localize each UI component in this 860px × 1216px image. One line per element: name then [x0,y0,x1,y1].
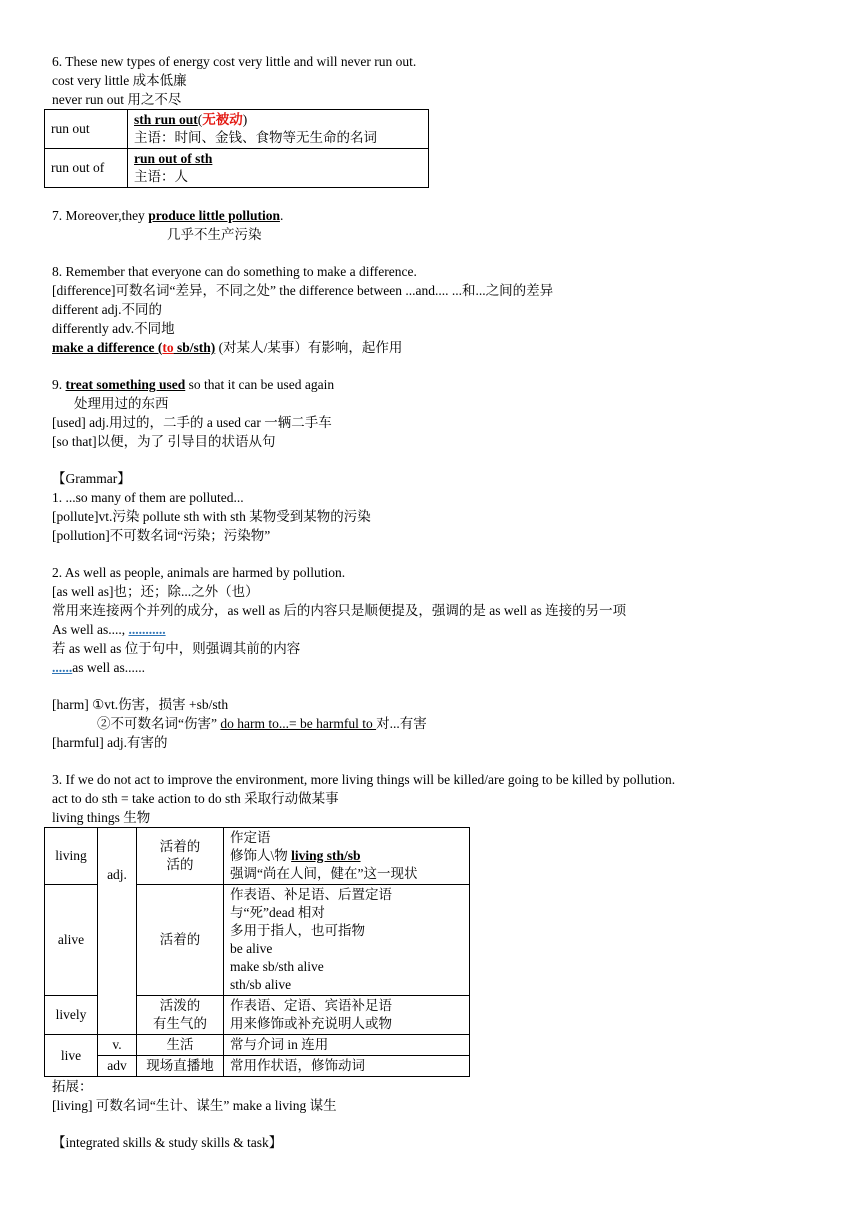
phrase: run out of sth [134,151,213,166]
table-row [45,149,429,188]
grammar-heading: 【Grammar】 [52,471,131,486]
meaning-cell: 活着的 [137,885,224,996]
footer-heading: 【integrated skills & study skills & task】 [52,1135,283,1150]
table-cell-value [128,149,429,188]
harm-line1: [harm] ①vt.伤害，损害 +sb/sth [52,697,229,712]
s3-line2: act to do sth = take action to do sth 采取行动做某事 [52,791,339,806]
run-out-table [44,109,429,188]
usage-cell: 作表语、定语、宾语补足语 用来修饰或补充说明人或物 [224,996,470,1035]
table-cell-key: run out of [45,149,128,188]
s3-line3: living things 生物 [52,810,151,825]
grammar-2e: ......as well as...... [52,660,145,675]
word-cell: living [45,828,98,885]
grammar-2a: [as well as]也；还；除...之外（也） [52,584,259,599]
table-row [45,110,429,149]
table-row [45,828,470,885]
pos-cell: adj. [98,828,137,1035]
s6-line1: 6. These new types of energy cost very little and will never run out. [52,54,417,69]
s9-translation: 处理用过的东西 [74,396,169,411]
ext-line1: [living] 可数名词“生计、谋生” make a living 谋生 [52,1098,337,1113]
word-cell: lively [45,996,98,1035]
s6-line2: cost very little 成本低廉 [52,73,187,88]
table-cell-key: run out [45,110,128,149]
key-phrase: produce little pollution [148,208,280,223]
s8-line3: different adj.不同的 [52,302,162,317]
grammar-1a: [pollute]vt.污染 pollute sth with sth 某物受到某物的污染 [52,509,371,524]
s8-line2: [difference]可数名词“差异，不同之处” the difference between ...and.... ...和...之间的差异 [52,283,554,298]
s3-line1: 3. If we do not act to improve the environment, more living things will be killed/are going to be killed by pollution. [52,772,676,787]
usage-cell: 常用作状语，修饰动词 [224,1056,470,1077]
meaning-cell: 生活 [137,1035,224,1056]
table-row [45,1035,470,1056]
s7-line1: 7. Moreover,they produce little pollution. [52,208,284,223]
s9-line4: [so that]以便，为了 引导目的状语从句 [52,434,276,449]
s9-line1: 9. treat something used so that it can be used again [52,377,335,392]
s9-line3: [used] adj.用过的，二手的 a used car 一辆二手车 [52,415,332,430]
s7-translation: 几乎不生产污染 [167,227,262,242]
meaning-cell: 现场直播地 [137,1056,224,1077]
living-alive-table [44,827,470,1077]
meaning-cell: 活泼的 有生气的 [137,996,224,1035]
meaning-cell: 活着的 活的 [137,828,224,885]
blank-dots: ........... [128,622,166,637]
s8-line1: 8. Remember that everyone can do something to make a difference. [52,264,417,279]
phrase: sth run out [134,112,198,127]
harm-line2: ②不可数名词“伤害” do harm to...= be harmful to 对...有害 [97,716,427,731]
subject-note: 主语：人 [134,169,188,184]
grammar-1b: [pollution]不可数名词“污染；污染物” [52,528,271,543]
s8-line5: make a difference (to sb/sth) (对某人/某事）有影响，起作用 [52,340,403,355]
grammar-2c: As well as...., ........... [52,622,166,637]
document-page [52,52,832,1152]
word-cell: live [45,1035,98,1077]
grammar-2: 2. As well as people, animals are harmed by pollution. [52,565,346,580]
key-phrase: treat something used [65,377,186,392]
usage-cell: 作定语 修饰人\物 living sth/sb 强调“尚在人间，健在”这一现状 [224,828,470,885]
ext-label: 拓展： [52,1079,93,1094]
grammar-1: 1. ...so many of them are polluted... [52,490,244,505]
usage-cell: 作表语、补足语、后置定语 与“死”dead 相对 多用于指人，也可指物 be alive make sb/sth alive sth/sb alive [224,885,470,996]
table-cell-value: sth run out(无被动) 主语：时间、金钱、食物等无生命的名词 [128,110,429,149]
blank-dots: ...... [52,660,73,675]
word-cell: alive [45,885,98,996]
grammar-2b: 常用来连接两个并列的成分，as well as 后的内容只是顺便提及，强调的是 as well as 连接的另一项 [52,603,627,618]
s6-line3: never run out 用之不尽 [52,92,182,107]
pos-cell: v. [98,1035,137,1056]
s8-line4: differently adv.不同地 [52,321,175,336]
note-red: 无被动 [202,112,243,127]
subject-note: 主语：时间、金钱、食物等无生命的名词 [134,130,377,145]
grammar-2d: 若 as well as 位于句中，则强调其前的内容 [52,641,301,656]
usage-cell: 常与介词 in 连用 [224,1035,470,1056]
table-row [45,1056,470,1077]
pos-cell: adv [98,1056,137,1077]
harm-line3: [harmful] adj.有害的 [52,735,168,750]
